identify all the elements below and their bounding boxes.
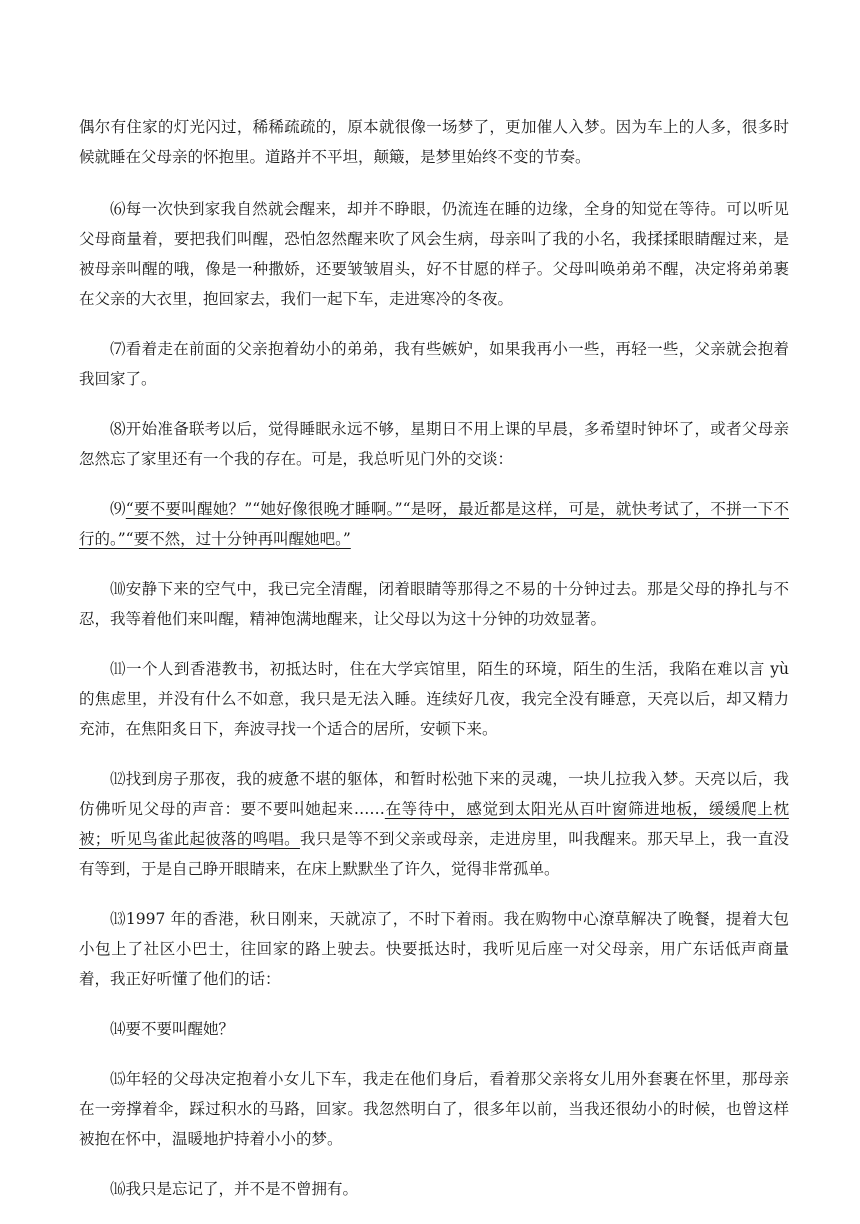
- text-run: ⑽安静下来的空气中，我已完全清醒，闭着眼睛等那得之不易的十分钟过去。那是父母的挣扎与不忍，我等着他们来叫醒，精神饱满地醒来，让父母以为这十分钟的功效显著。: [79, 580, 789, 628]
- paragraph-6: [79, 194, 789, 314]
- paragraph-10: [79, 574, 789, 634]
- paragraph-15: [79, 1064, 789, 1154]
- text-run: ⑻开始准备联考以后，觉得睡眠永远不够，星期日不用上课的早晨，多希望时钟坏了，或者父母亲忽然忘了家里还有一个我的存在。可是，我总听见门外的交谈：: [79, 420, 789, 468]
- document-body: [79, 112, 789, 1224]
- paragraph-9: [79, 494, 789, 554]
- text-run: 偶尔有住家的灯光闪过，稀稀疏疏的，原本就很像一场梦了，更加催人入梦。因为车上的人多，很多时候就睡在父母亲的怀抱里。道路并不平坦，颠簸，是梦里始终不变的节奏。: [79, 118, 789, 166]
- underlined-dialogue: “要不要叫醒她？”“她好像很晚才睡啊。”“是呀，最近都是这样，可是，就快考试了，不拼一下不行的。”“要不然，过十分钟再叫醒她吧。”: [79, 500, 789, 548]
- text-run: ⒂年轻的父母决定抱着小女儿下车，我走在他们身后，看着那父亲将女儿用外套裹在怀里，那母亲在一旁撑着伞，踩过积水的马路，回家。我忽然明白了，很多年以前，当我还很幼小的时候，也曾这样被抱在怀中，温暖地护持着小小的梦。: [79, 1070, 789, 1148]
- paragraph-8: [79, 414, 789, 474]
- text-run: ⑹每一次快到家我自然就会醒来，却并不睁眼，仍流连在睡的边缘，全身的知觉在等待。可以听见父母商量着，要把我们叫醒，恐怕忽然醒来吹了风会生病，母亲叫了我的小名，我揉揉眼睛醒过来，是被母亲叫醒的哦，像是一种撒娇，还要皱皱眉头，好不甘愿的样子。父母叫唤弟弟不醒，决定将弟弟裹在父亲的大衣里，抱回家去，我们一起下车，走进寒冷的冬夜。: [79, 200, 789, 308]
- text-run: 我只是等不到父亲或母亲，走进房里，叫我醒来。那天早上，我一直没有等到，于是自己睁开眼睛来，在床上默默坐了许久，觉得非常孤单。: [79, 830, 789, 878]
- paragraph-11: [79, 654, 789, 744]
- paragraph-16: [79, 1174, 789, 1204]
- text-run: ⑼: [110, 500, 126, 518]
- text-run: ⒃我只是忘记了，并不是不曾拥有。: [110, 1180, 359, 1198]
- paragraph-12: [79, 764, 789, 884]
- paragraph-7: [79, 334, 789, 394]
- text-run: ⒁要不要叫醒她？: [110, 1020, 235, 1038]
- paragraph-14: [79, 1014, 789, 1044]
- underlined-sentence: 在等待中，感觉到太阳光从百叶窗筛进地板，缓缓爬上枕被；听见鸟雀此起彼落的鸣唱。: [79, 800, 789, 848]
- text-run: ⑺看着走在前面的父亲抱着幼小的弟弟，我有些嫉妒，如果我再小一些，再轻一些，父亲就会抱着我回家了。: [79, 340, 789, 388]
- text-run: ⑾一个人到香港教书，初抵达时，住在大学宾馆里，陌生的环境，陌生的生活，我陷在难以言 yù 的焦虑里，并没有什么不如意，我只是无法入睡。连续好几夜，我完全没有睡意，天亮以后，却又精力充沛，在焦阳炙日下，奔波寻找一个适合的居所，安顿下来。: [79, 660, 789, 738]
- paragraph-13: [79, 904, 789, 994]
- text-run: ⒀1997 年的香港，秋日刚来，天就凉了，不时下着雨。我在购物中心潦草解决了晚餐，提着大包小包上了社区小巴士，往回家的路上驶去。快要抵达时，我听见后座一对父母亲，用广东话低声商量着，我正好听懂了他们的话：: [79, 910, 789, 988]
- paragraph-continuation: [79, 112, 789, 172]
- text-run: ⑿找到房子那夜，我的疲惫不堪的躯体，和暂时松弛下来的灵魂，一块儿拉我入梦。天亮以后，我仿佛听见父母的声音：要不要叫她起来……: [79, 770, 789, 818]
